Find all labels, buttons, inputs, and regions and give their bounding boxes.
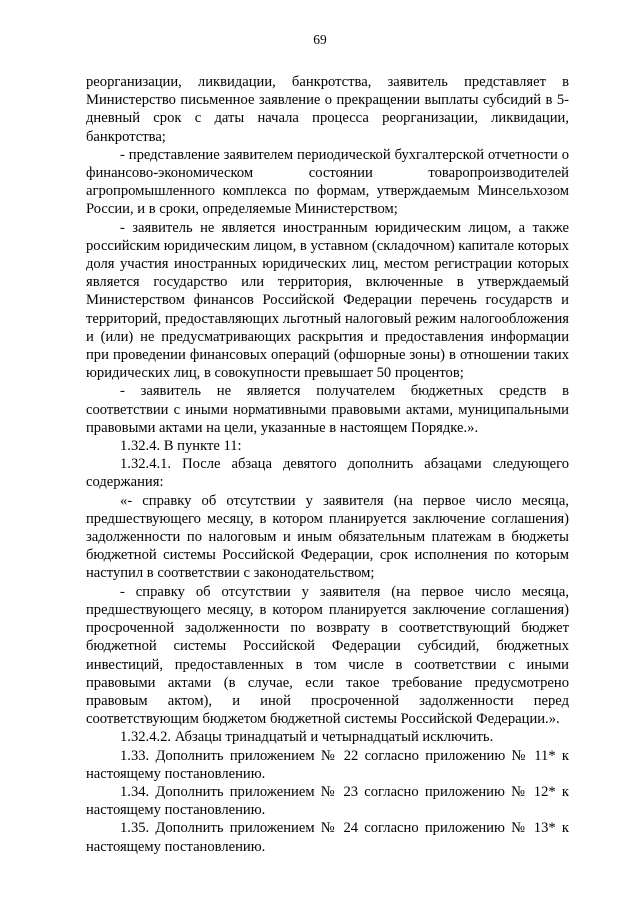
paragraph-clause-1-32-4: 1.32.4. В пункте 11: [120, 438, 242, 455]
paragraph-overdue-debt-certificate: - справку об отсутствии у заявителя (на первое число месяца, предшествующего месяцу, в котором планируется заключение соглашения) просроченной задолженности по возврату в соответствующий бюджет бюджетной системы Российской Федерации субсидий, бюджетных инвестиций, предоставленных в том числе в соответствии с иными правовыми актами (в случае, если такое требование предусмотрено правовым актом), и иной просроченной задолженности перед соответствующим бюджетом бюджетной системы Российской Федерации.». [86, 583, 569, 728]
paragraph-tax-certificate: «- справку об отсутствии у заявителя (на первое число месяца, предшествующего месяцу, в котором планируется заключение соглашения) задолженности по налоговым и иным обязательным платежам в бюджеты бюджетной системы Российской Федерации, срок исполнения по которым наступил в соответствии с законодательством; [86, 492, 569, 582]
paragraph-accounting-reporting: - представление заявителем периодической бухгалтерской отчетности о финансово-экономическом состоянии товаропроизводителей агропромышленного комплекса по формам, утверждаемым Минсельхозом России, и в сроки, определяемые Министерством; [86, 146, 569, 218]
paragraph-budget-recipient: - заявитель не является получателем бюджетных средств в соответствии с иными нормативными правовыми актами, муниципальными правовыми актами на цели, указанные в настоящем Порядке.». [86, 383, 569, 436]
paragraph-clause-1-35: 1.35. Дополнить приложением № 24 согласно приложению № 13* к настоящему постановлению. [86, 820, 569, 855]
page-number: 69 [313, 32, 327, 47]
document-body [86, 73, 569, 856]
paragraph-clause-1-33: 1.33. Дополнить приложением № 22 согласно приложению № 11* к настоящему постановлению. [86, 747, 569, 782]
paragraph-foreign-entity: - заявитель не является иностранным юридическим лицом, а также российским юридическим лицом, в уставном (складочном) капитале которых доля участия иностранных юридических лиц, местом регистрации которых является государство или территория, включенные в утверждаемый Министерством финансов Российской Федерации перечень государств и территорий, предоставляющих льготный налоговый режим налогообложения и (или) не предусматривающих раскрытия и предоставления информации при проведении финансовых операций (офшорные зоны) в отношении таких юридических лиц, в совокупности превышает 50 процентов; [86, 219, 570, 382]
paragraph-clause-1-32-4-2: 1.32.4.2. Абзацы тринадцатый и четырнадцатый исключить. [120, 729, 494, 746]
paragraph-clause-1-32-4-1: 1.32.4.1. После абзаца девятого дополнить абзацами следующего содержания: [86, 456, 569, 491]
paragraph-reorganization-continuation: реорганизации, ликвидации, банкротства, заявитель представляет в Министерство письменное заявление о прекращении выплаты субсидий в 5-дневный срок с даты начала процесса реорганизации, ликвидации, банкротства; [86, 74, 569, 145]
paragraph-clause-1-34: 1.34. Дополнить приложением № 23 согласно приложению № 12* к настоящему постановлению. [86, 783, 569, 819]
